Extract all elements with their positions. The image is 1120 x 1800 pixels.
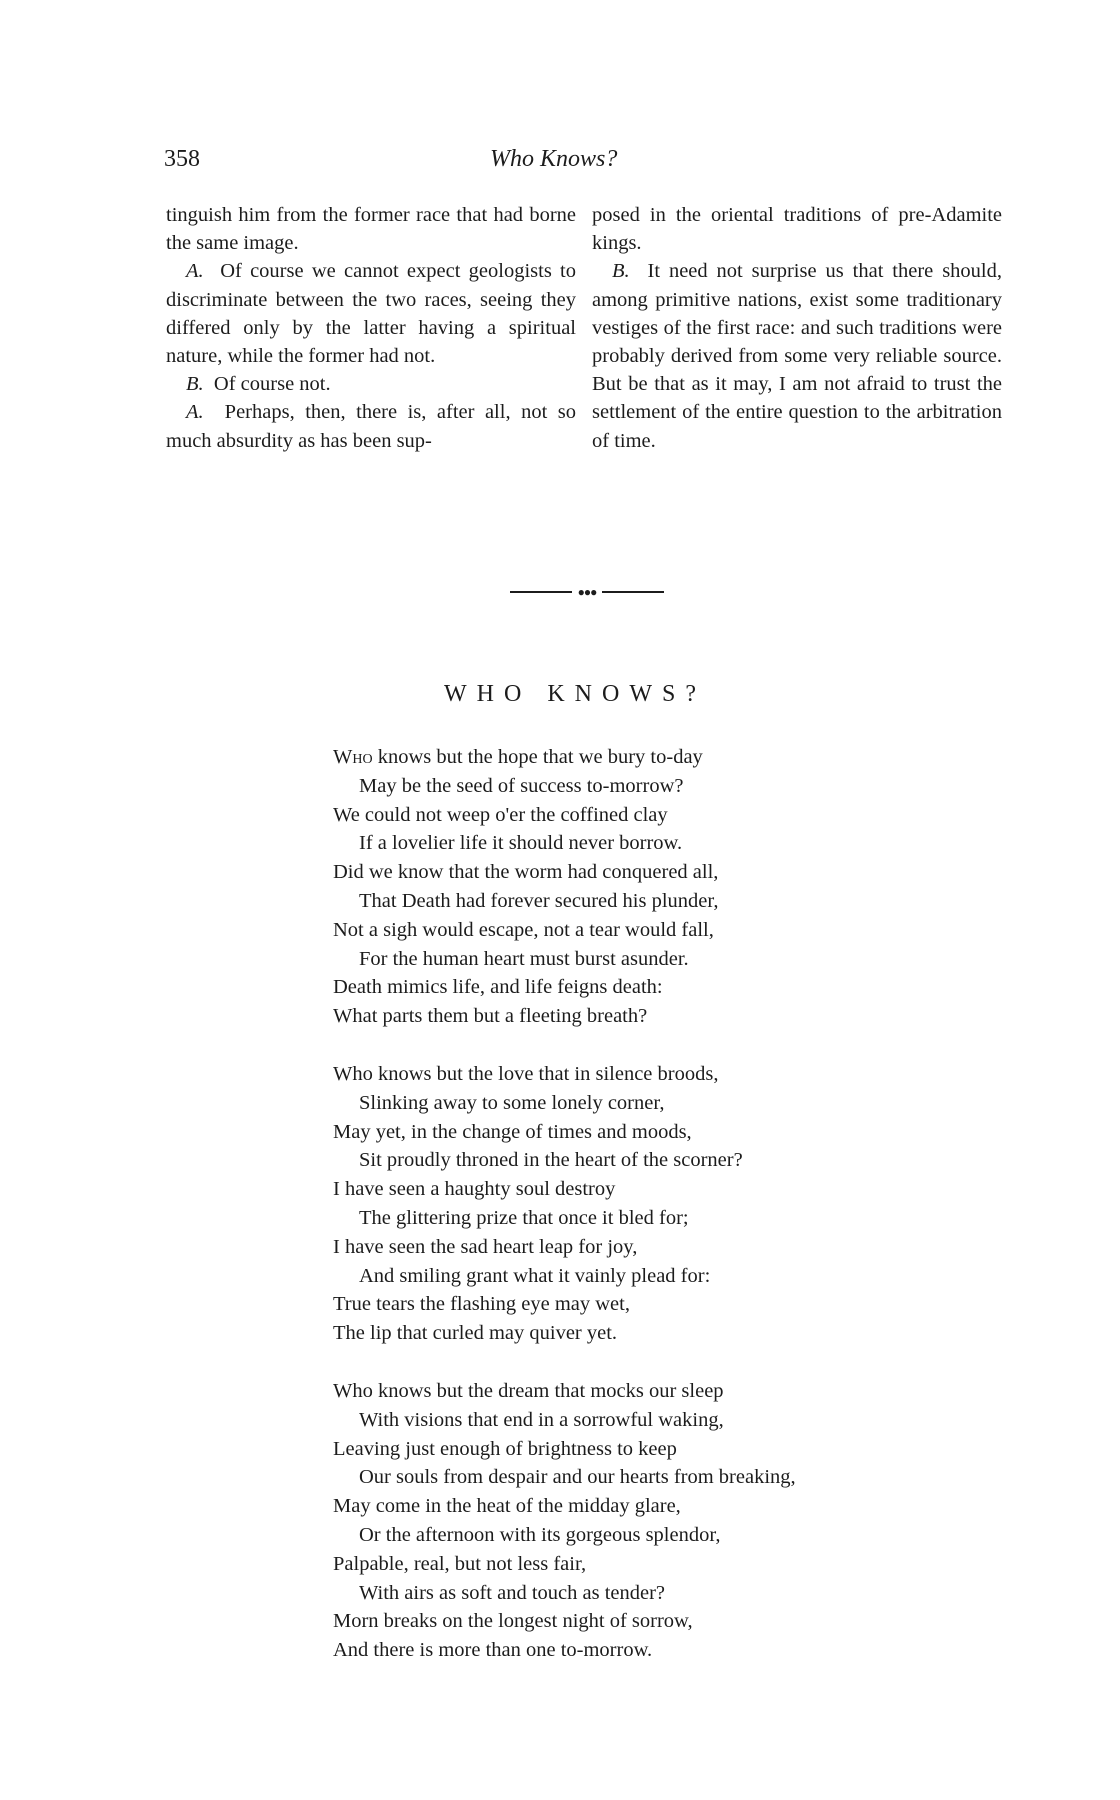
poem-line: Palpable, real, but not less fair, [333,1552,587,1575]
poem-line: Leaving just enough of brightness to keep [333,1437,677,1460]
poem-line: And there is more than one to-morrow. [333,1639,653,1662]
poem-line: For the human heart must burst asunder. [359,947,689,970]
poem-line: May be the seed of success to-morrow? [359,774,684,797]
poem-title: WHO KNOWS? [444,681,706,707]
poem-line: If a lovelier life it should never borrow. [359,832,683,855]
poem-line: The glittering prize that once it bled for; [359,1206,689,1229]
dialogue-text: posed in the oriental traditions of pre-Adamite kings. [592,204,1002,255]
dialogue-text: Of course not. [213,373,331,396]
poem-line: Who knows but the dream that mocks our sleep [333,1379,724,1402]
speaker-label: B. [186,373,204,396]
dialogue-paragraph [592,201,1002,257]
poem-line: I have seen a haughty soul destroy [333,1178,616,1201]
dialogue-paragraph [592,257,1002,454]
poem-line: Did we know that the worm had conquered all, [333,861,719,884]
poem-line: May come in the heat of the midday glare, [333,1495,681,1518]
poem-line: Our souls from despair and our hearts from breaking, [359,1466,796,1489]
divider-rule-left [510,591,572,593]
dialogue-paragraph [166,201,576,257]
poem-line: True tears the flashing eye may wet, [333,1293,630,1316]
poem-line: Who knows but the hope that we bury to-day [333,746,703,768]
poem-line: With visions that end in a sorrowful waking, [359,1408,724,1431]
poem-body [333,743,973,1694]
poem-line: Slinking away to some lonely corner, [359,1091,665,1114]
dialogue-right-column [592,201,1002,455]
divider-rule-right [602,591,664,593]
poem-line: We could not weep o'er the coffined clay [333,803,668,826]
dialogue-text: It need not surprise us that there should, among primitive nations, exist some traditionary vestiges of the first race: and such traditions were probably derived from some very reliable source. But be that as it may, I am not afraid to trust the settlement of the entire question to the arbitration of time. [592,260,1002,452]
poem-line: May yet, in the change of times and moods, [333,1120,692,1143]
poem-line: Morn breaks on the longest night of sorrow, [333,1610,693,1633]
divider-dots-icon: ●●● [577,585,597,599]
running-title: Who Knows? [490,146,618,172]
poem-line: Or the afternoon with its gorgeous splendor, [359,1523,721,1546]
section-divider-ornament [510,586,664,598]
poem-line: And smiling grant what it vainly plead for: [359,1264,711,1287]
poem-line: Death mimics life, and life feigns death: [333,976,663,999]
poem-line: The lip that curled may quiver yet. [333,1322,618,1345]
poem-stanza [333,743,973,1031]
dialogue-paragraph [166,398,576,454]
poem-line: I have seen the sad heart leap for joy, [333,1235,638,1258]
dialogue-text: Perhaps, then, there is, after all, not so much absurdity as has been sup- [166,401,576,452]
poem-line: Not a sigh would escape, not a tear would fall, [333,918,714,941]
poem-line: That Death had forever secured his plunder, [359,889,719,912]
poem-stanza [333,1060,973,1348]
dialogue-paragraph [166,370,576,398]
speaker-label: A. [186,260,204,283]
speaker-label: B. [612,260,630,283]
poem-first-word: Who [333,746,373,768]
poem-stanza [333,1377,973,1665]
dialogue-paragraph [166,257,576,370]
poem-line: What parts them but a fleeting breath? [333,1005,648,1028]
dialogue-text: Of course we cannot expect geologists to discriminate between the two races, seeing they differed only by the latter having a spiritual nature, while the former had not. [166,260,577,368]
page-number: 358 [164,146,200,172]
poem-line: With airs as soft and touch as tender? [359,1581,666,1604]
speaker-label: A. [186,401,204,424]
poem-line: Sit proudly throned in the heart of the scorner? [359,1149,743,1172]
dialogue-left-column [166,201,576,455]
poem-line: Who knows but the love that in silence broods, [333,1062,719,1085]
dialogue-text: tinguish him from the former race that had borne the same image. [166,204,576,255]
